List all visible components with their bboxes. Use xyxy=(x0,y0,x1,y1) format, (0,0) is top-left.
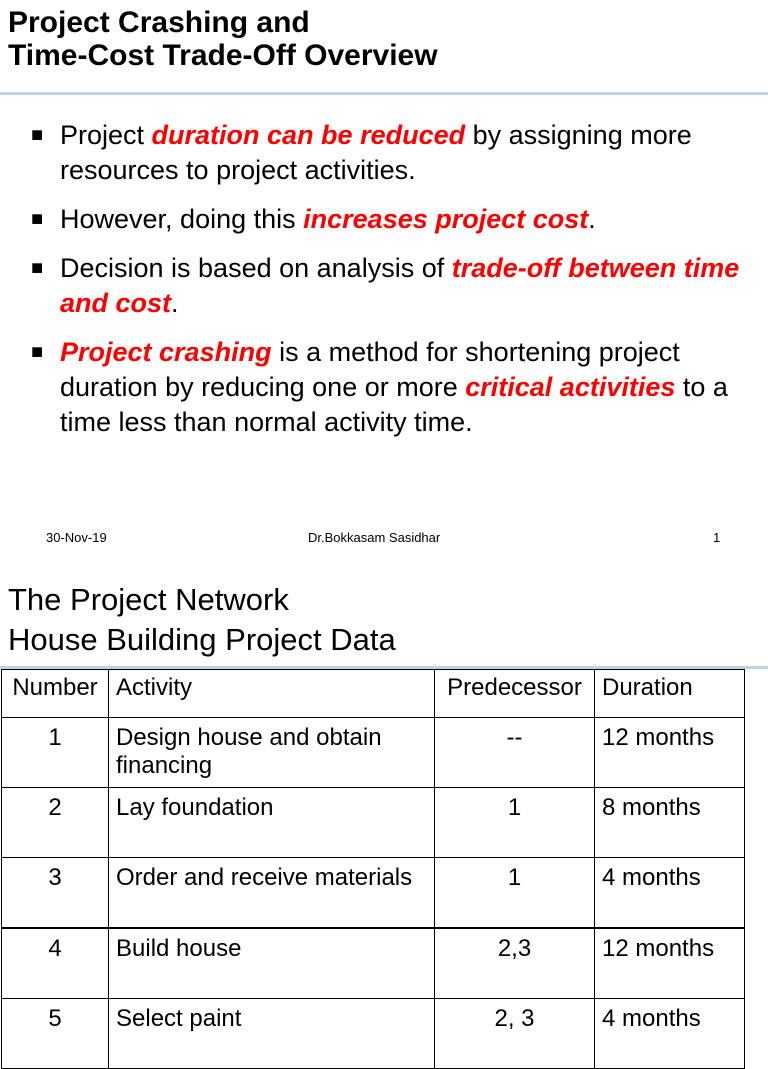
cell-predecessor: -- xyxy=(435,718,595,788)
bullet-list xyxy=(0,118,768,454)
slide-1-title xyxy=(8,6,438,72)
cell-predecessor: 2, 3 xyxy=(435,999,595,1069)
column-header-number: Number xyxy=(2,670,109,718)
cell-number: 1 xyxy=(2,718,109,788)
bullet-marker: ■ xyxy=(31,124,44,146)
footer-date: 30-Nov-19 xyxy=(46,530,107,545)
cell-number: 3 xyxy=(2,858,109,929)
bullet-item xyxy=(0,202,740,237)
column-header-activity: Activity xyxy=(109,670,435,718)
bullet-emphasis: Project crashing xyxy=(60,337,272,367)
cell-activity: Design house and obtain financing xyxy=(109,718,435,788)
table-row xyxy=(2,718,745,788)
cell-activity: Lay foundation xyxy=(109,788,435,858)
bullet-item xyxy=(0,335,740,440)
slide-2 xyxy=(0,555,768,1032)
bullet-marker: ■ xyxy=(31,341,44,363)
table-row xyxy=(2,858,745,929)
table-header-row xyxy=(2,670,745,718)
cell-predecessor: 1 xyxy=(435,788,595,858)
cell-duration: 8 months xyxy=(595,788,745,858)
project-data-table xyxy=(1,669,745,1069)
bullet-emphasis: critical activities xyxy=(465,372,676,402)
column-header-duration: Duration xyxy=(595,670,745,718)
bullet-text: is a method for shortening project duration by reducing one or more xyxy=(60,337,680,402)
bullet-marker: ■ xyxy=(31,208,44,230)
cell-duration: 4 months xyxy=(595,858,745,929)
bullet-emphasis: increases project cost xyxy=(303,204,589,234)
footer-author: Dr.Bokkasam Sasidhar xyxy=(308,530,441,545)
cell-activity: Select paint xyxy=(109,999,435,1069)
title-line-2: Time-Cost Trade-Off Overview xyxy=(8,39,438,72)
table-row xyxy=(2,999,745,1069)
bullet-emphasis: trade-off between time and cost xyxy=(60,253,740,318)
bullet-text: However, doing this xyxy=(60,204,304,234)
title-divider xyxy=(0,92,768,95)
bullet-emphasis: duration can be reduced xyxy=(151,120,466,150)
bullet-text: . xyxy=(171,288,179,318)
column-header-predecessor: Predecessor xyxy=(435,670,595,718)
title-line-2: House Building Project Data xyxy=(8,622,396,657)
cell-activity: Build house xyxy=(109,928,435,999)
table-row xyxy=(2,928,745,999)
bullet-text: . xyxy=(588,204,596,234)
cell-activity: Order and receive materials xyxy=(109,858,435,929)
table-row xyxy=(2,788,745,858)
cell-predecessor: 2,3 xyxy=(435,928,595,999)
cell-duration: 12 months xyxy=(595,928,745,999)
cell-predecessor: 1 xyxy=(435,858,595,929)
title-line-1: Project Crashing and xyxy=(8,6,310,39)
bullet-item xyxy=(0,118,740,188)
title-line-1: The Project Network xyxy=(8,582,289,617)
slide-2-title xyxy=(8,580,396,660)
bullet-text: Decision is based on analysis of xyxy=(60,253,452,283)
bullet-text: Project xyxy=(60,120,152,150)
cell-duration: 12 months xyxy=(595,718,745,788)
bullet-item xyxy=(0,251,740,321)
cell-number: 5 xyxy=(2,999,109,1069)
bullet-text: by assigning more resources to project activities. xyxy=(60,120,692,185)
footer-page-number: 1 xyxy=(713,530,721,545)
cell-number: 2 xyxy=(2,788,109,858)
cell-duration: 4 months xyxy=(595,999,745,1069)
bullet-marker: ■ xyxy=(31,257,44,279)
bullet-text: to a time less than normal activity time. xyxy=(60,372,728,437)
cell-number: 4 xyxy=(2,928,109,999)
